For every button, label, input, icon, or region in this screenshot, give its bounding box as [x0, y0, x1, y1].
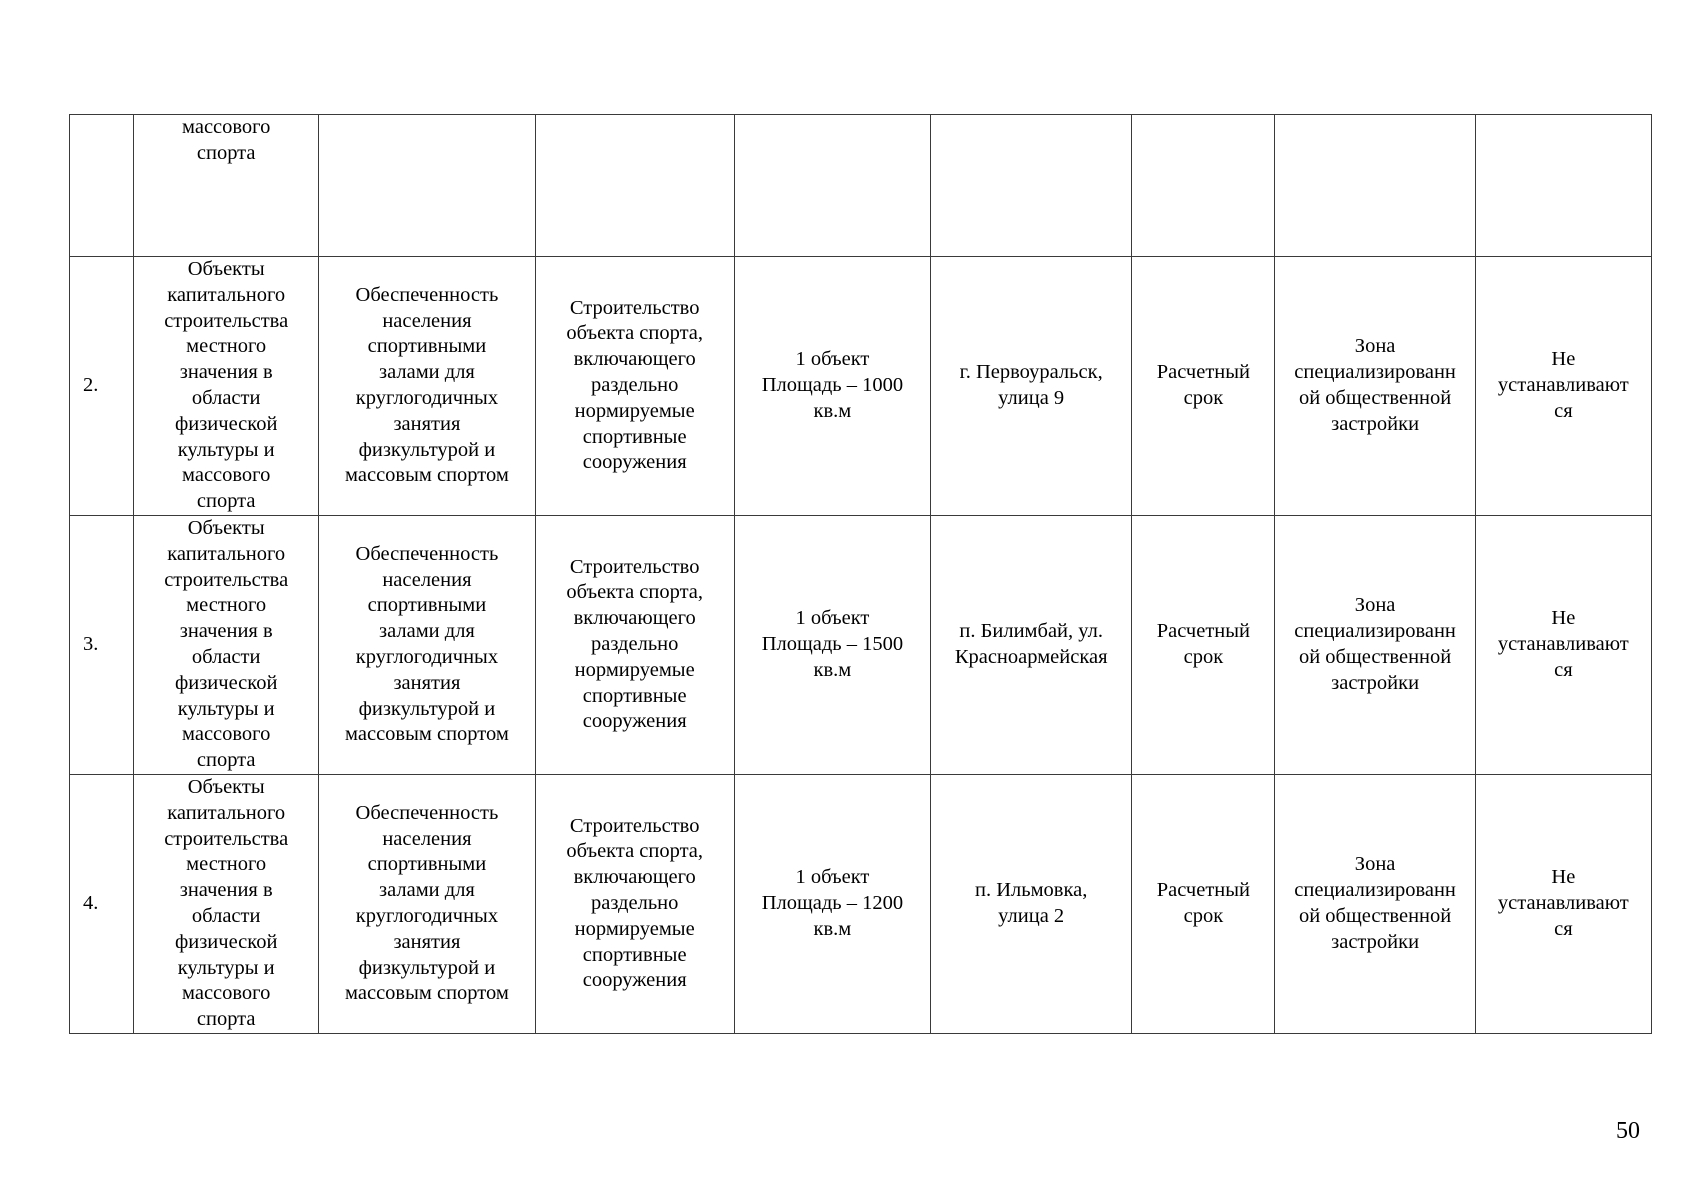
cell-location	[931, 774, 1132, 1033]
cell-line: населения	[382, 827, 472, 850]
cell-line: п. Ильмовка,	[974, 879, 1088, 902]
cell-line: массовым спортом	[345, 464, 509, 487]
page-number: 50	[1616, 1118, 1640, 1144]
cell-capacity	[734, 257, 930, 516]
cell-line: залами для	[378, 620, 475, 643]
cell-number: 4.	[70, 774, 134, 1033]
table-row	[70, 774, 1652, 1033]
cell-line: строительства	[164, 309, 289, 332]
cell-line: физкультурой и	[358, 956, 496, 979]
cell-line: круглогодичных	[355, 386, 499, 409]
cell-line: занятия	[393, 412, 461, 435]
cell-line: массового	[182, 116, 271, 138]
cell-line: Объекты	[187, 258, 265, 280]
cell-line: устанавливают	[1497, 633, 1629, 656]
cell-capacity	[734, 774, 930, 1033]
cell-line: физической	[174, 412, 278, 435]
cell-line: населения	[382, 309, 472, 332]
cell-line: Объекты	[187, 516, 265, 539]
cell-line: срок	[1183, 386, 1224, 409]
cell-location	[931, 257, 1132, 516]
cell-line: значения в	[179, 361, 273, 384]
cell-line: Строительство	[569, 555, 700, 578]
cell-line: строительства	[164, 827, 289, 850]
cell-line: специализированн	[1294, 879, 1456, 902]
cell-line: срок	[1183, 645, 1224, 668]
cell-line: улица 2	[998, 904, 1065, 927]
cell-line: г. Первоуральск,	[959, 361, 1103, 384]
cell-line: устанавливают	[1497, 892, 1629, 915]
cell-line: спортивными	[367, 853, 487, 876]
cell-line: устанавливают	[1497, 374, 1629, 397]
cell-line: Зона	[1354, 335, 1396, 358]
table-row-continuation	[70, 115, 1652, 257]
table-body	[70, 115, 1652, 1034]
cell-line: местного	[186, 335, 267, 358]
cell-line: физической	[174, 671, 278, 694]
cell-line: Площадь – 1200	[761, 892, 904, 915]
cell-line: культуры и	[177, 438, 275, 461]
cell-line: Обеспеченность	[355, 542, 499, 565]
cell-line: занятия	[393, 671, 461, 694]
cell-term	[1132, 257, 1275, 516]
cell-line: круглогодичных	[355, 904, 499, 927]
cell-capacity	[734, 115, 930, 257]
cell-indicator	[319, 115, 535, 257]
cell-line: значения в	[179, 620, 273, 643]
cell-line: области	[191, 386, 261, 409]
cell-line: Расчетный	[1156, 361, 1251, 384]
cell-capacity	[734, 515, 930, 774]
cell-term	[1132, 515, 1275, 774]
cell-line: спорта	[196, 141, 256, 164]
cell-line: ой общественной	[1298, 386, 1452, 409]
cell-line: Не	[1551, 607, 1576, 630]
cell-line: кв.м	[813, 399, 852, 422]
cell-line: Строительство	[569, 814, 700, 837]
cell-line: специализированн	[1294, 361, 1456, 384]
cell-line: кв.м	[813, 658, 852, 681]
cell-purpose	[535, 115, 734, 257]
cell-line: ся	[1554, 399, 1573, 422]
cell-line: ой общественной	[1298, 645, 1452, 668]
cell-object	[134, 515, 319, 774]
cell-line: залами для	[378, 361, 475, 384]
cell-line: капитального	[167, 542, 286, 565]
cell-line: Зона	[1354, 594, 1396, 617]
cell-line: раздельно	[590, 892, 679, 915]
cell-line: залами для	[378, 879, 475, 902]
cell-line: 1 объект	[795, 607, 870, 630]
cell-line: физкультурой и	[358, 697, 496, 720]
cell-line: Не	[1551, 866, 1576, 889]
table-row	[70, 515, 1652, 774]
cell-line: местного	[186, 853, 267, 876]
cell-line: круглогодичных	[355, 645, 499, 668]
planning-objects-table	[69, 114, 1652, 1034]
cell-line: объекта спорта,	[566, 581, 704, 604]
cell-line: включающего	[573, 866, 696, 889]
cell-zone	[1275, 115, 1475, 257]
cell-line: спортивные	[582, 684, 687, 707]
cell-line: застройки	[1331, 412, 1420, 435]
cell-indicator	[319, 774, 535, 1033]
cell-line: п. Билимбай, ул.	[959, 620, 1103, 643]
cell-line: Расчетный	[1156, 879, 1251, 902]
cell-line: ой общественной	[1298, 904, 1452, 927]
cell-line: культуры и	[177, 697, 275, 720]
cell-line: Расчетный	[1156, 620, 1251, 643]
cell-location	[931, 515, 1132, 774]
cell-line: ся	[1554, 917, 1573, 940]
cell-limits	[1475, 257, 1651, 516]
cell-line: раздельно	[590, 374, 679, 397]
cell-line: сооружения	[582, 710, 687, 733]
cell-line: 1 объект	[795, 866, 870, 889]
cell-line: значения в	[179, 879, 273, 902]
cell-line: населения	[382, 568, 472, 591]
cell-object	[134, 774, 319, 1033]
cell-line: Зона	[1354, 853, 1396, 876]
cell-limits	[1475, 115, 1651, 257]
cell-line: капитального	[167, 801, 286, 824]
cell-line: сооружения	[582, 969, 687, 992]
cell-line: улица 9	[998, 386, 1065, 409]
cell-line: спортивными	[367, 594, 487, 617]
cell-line: Не	[1551, 348, 1576, 371]
cell-location	[931, 115, 1132, 257]
cell-line: занятия	[393, 930, 461, 953]
cell-line: ся	[1554, 658, 1573, 681]
cell-indicator	[319, 257, 535, 516]
cell-line: кв.м	[813, 917, 852, 940]
cell-line: Площадь – 1500	[761, 633, 904, 656]
cell-line: нормируемые	[574, 399, 695, 422]
cell-number: 2.	[70, 257, 134, 516]
cell-line: нормируемые	[574, 917, 695, 940]
cell-number: 3.	[70, 515, 134, 774]
cell-line: массового	[182, 464, 271, 487]
cell-line: спортивными	[367, 335, 487, 358]
cell-line: спортивные	[582, 425, 687, 448]
cell-line: области	[191, 904, 261, 927]
cell-line: раздельно	[590, 633, 679, 656]
cell-line: Обеспеченность	[355, 283, 499, 306]
cell-purpose	[535, 774, 734, 1033]
cell-object	[134, 115, 319, 257]
cell-line: объекта спорта,	[566, 840, 704, 863]
cell-line: срок	[1183, 904, 1224, 927]
cell-line: физкультурой и	[358, 438, 496, 461]
cell-line: спортивные	[582, 943, 687, 966]
cell-line: включающего	[573, 348, 696, 371]
cell-line: массового	[182, 723, 271, 746]
cell-line: Строительство	[569, 296, 700, 319]
cell-purpose	[535, 257, 734, 516]
cell-line: Обеспеченность	[355, 801, 499, 824]
cell-line: застройки	[1331, 671, 1420, 694]
cell-line: Объекты	[187, 775, 265, 798]
cell-line: массовым спортом	[345, 723, 509, 746]
cell-line: области	[191, 645, 261, 668]
cell-term	[1132, 115, 1275, 257]
cell-line: Площадь – 1000	[761, 374, 904, 397]
cell-number	[70, 115, 134, 257]
cell-indicator	[319, 515, 535, 774]
cell-line: массового	[182, 982, 271, 1005]
cell-line: включающего	[573, 607, 696, 630]
cell-line: спорта	[196, 1008, 256, 1031]
cell-line: застройки	[1331, 930, 1420, 953]
cell-line: спорта	[196, 749, 256, 772]
table-row	[70, 257, 1652, 516]
cell-line: физической	[174, 930, 278, 953]
cell-zone	[1275, 515, 1475, 774]
cell-line: массовым спортом	[345, 982, 509, 1005]
cell-line: 1 объект	[795, 348, 870, 371]
cell-purpose	[535, 515, 734, 774]
cell-line: культуры и	[177, 956, 275, 979]
cell-line: нормируемые	[574, 658, 695, 681]
cell-line: местного	[186, 594, 267, 617]
cell-line: объекта спорта,	[566, 322, 704, 345]
cell-limits	[1475, 515, 1651, 774]
cell-limits	[1475, 774, 1651, 1033]
cell-term	[1132, 774, 1275, 1033]
cell-line: спорта	[196, 490, 256, 513]
cell-line: сооружения	[582, 451, 687, 474]
cell-line: строительства	[164, 568, 289, 591]
cell-zone	[1275, 257, 1475, 516]
cell-line: капитального	[167, 283, 286, 306]
cell-line: Красноармейская	[954, 645, 1108, 668]
cell-line: специализированн	[1294, 620, 1456, 643]
cell-zone	[1275, 774, 1475, 1033]
cell-object	[134, 257, 319, 516]
